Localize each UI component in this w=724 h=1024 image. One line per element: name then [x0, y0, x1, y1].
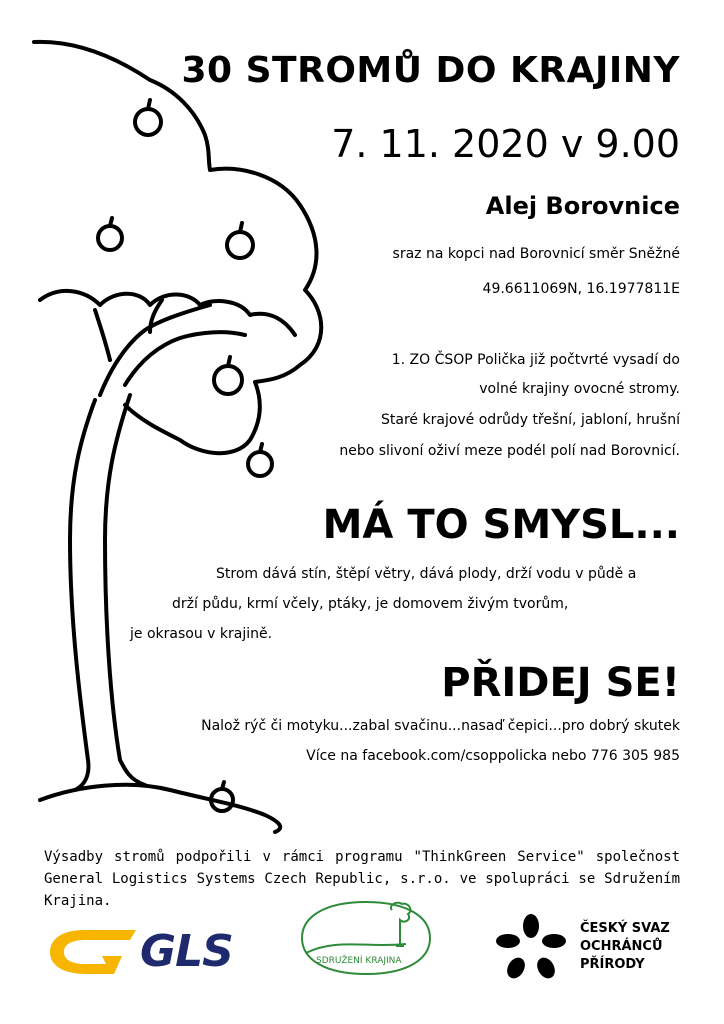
gls-wordmark: GLS: [140, 926, 233, 977]
event-datetime: 7. 11. 2020 v 9.00: [331, 122, 680, 166]
sense-line: drží půdu, krmí včely, ptáky, je domovem živým tvorům,: [172, 596, 569, 612]
intro-line: volné krajiny ovocné stromy.: [479, 381, 680, 397]
intro-line: 1. ZO ČSOP Polička již počtvrté vysadí do: [391, 352, 680, 368]
intro-line: Staré krajové odrůdy třešní, jabloní, hrušní: [381, 412, 680, 428]
heading-join: PŘIDEJ SE!: [441, 660, 680, 706]
heading-sense: MÁ TO SMYSL...: [322, 502, 680, 548]
event-place: Alej Borovnice: [485, 192, 680, 220]
krajina-label: SDRUŽENÍ KRAJINA: [316, 956, 402, 966]
sense-line: je okrasou v krajině.: [130, 626, 273, 642]
sdruzeni-krajina-logo: [296, 898, 436, 982]
landscape-icon: [296, 898, 436, 982]
csop-name-line: PŘÍRODY: [580, 957, 645, 972]
sense-line: Strom dává stín, štěpí větry, dává plody, drží vodu v půdě a: [216, 566, 637, 582]
meeting-point: sraz na kopci nad Borovnicí směr Sněžné: [392, 246, 680, 262]
flower-bird-icon: [496, 914, 566, 984]
csop-name-line: OCHRÁNCŮ: [580, 939, 663, 954]
gls-logo: [44, 926, 244, 978]
poster-title: 30 STROMŮ DO KRAJINY: [181, 50, 680, 91]
join-text: Nalož rýč či motyku...zabal svačinu...nasaď čepici...pro dobrý skutek: [201, 718, 680, 734]
csop-logo: [496, 914, 686, 984]
intro-line: nebo slivoní oživí meze podél polí nad Borovnicí.: [339, 443, 680, 459]
sponsor-note: Výsadby stromů podpořili v rámci programu "ThinkGreen Service" společnost General Logistics Systems Czech Republic, s.r.o. ve spolupráci se Sdružením Krajina.: [44, 849, 680, 909]
csop-name-line: ČESKÝ SVAZ: [580, 921, 670, 936]
gps-coordinates: 49.6611069N, 16.1977811E: [482, 281, 680, 297]
contact-info: Více na facebook.com/csoppolicka nebo 776 305 985: [306, 748, 680, 764]
